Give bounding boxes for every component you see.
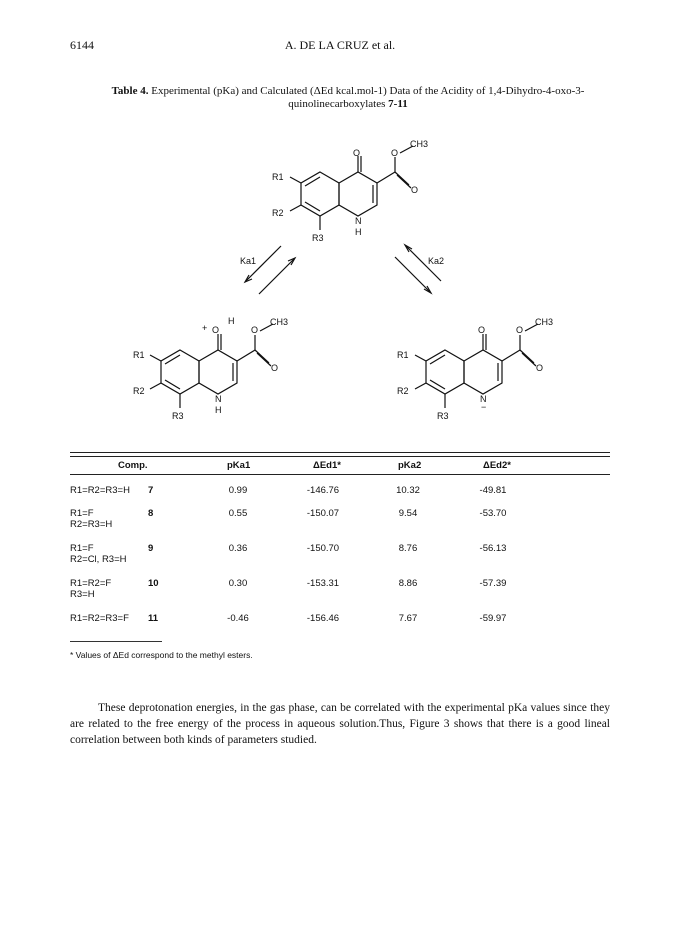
right-ketone-o: O [478, 325, 486, 335]
row-substituents: R1=R2=R3=H [70, 485, 130, 496]
row-compound-number: 7 [148, 485, 154, 496]
right-n: N [480, 394, 487, 404]
right-r2: R2 [397, 386, 409, 396]
row-ed2: -49.81 [479, 485, 507, 496]
col-header-comp: Comp. [118, 460, 148, 471]
row-ed2: -59.97 [479, 613, 507, 624]
top-r2: R2 [272, 208, 284, 218]
caption-text: Experimental (pKa) and Calculated (ΔEd kcal.mol-1) Data of the Acidity of 1,4-Dihydro-4-oxo-3-quinolinecarboxylates [151, 85, 585, 110]
equilibrium-arrow-right [395, 245, 441, 293]
caption-compounds: 7-11 [388, 98, 408, 110]
right-minus: − [481, 402, 487, 412]
top-n: N [355, 216, 362, 226]
right-r1: R1 [397, 350, 409, 360]
row-ed1: -153.31 [306, 578, 340, 589]
top-h: H [355, 227, 362, 237]
table-footnote: * Values of ΔEd correspond to the methyl esters. [70, 650, 253, 660]
row-pka2: 9.54 [398, 508, 418, 519]
col-header-ed1: ΔEd1* [313, 460, 341, 471]
right-carbonyl-o: O [536, 363, 544, 373]
ka2-label: Ka2 [428, 256, 445, 266]
left-carbonyl-o: O [271, 363, 279, 373]
table-top-rule-2 [70, 456, 610, 457]
row-ed1: -150.70 [306, 543, 340, 554]
left-ester-o: O [251, 325, 259, 335]
ka1-label: Ka1 [240, 256, 257, 266]
left-bridging-h: H [228, 316, 235, 326]
top-r1: R1 [272, 172, 284, 182]
row-pka1: 0.55 [228, 508, 248, 519]
top-r3: R3 [312, 233, 324, 243]
right-r3: R3 [437, 411, 449, 421]
reaction-scheme [0, 0, 680, 450]
row-pka2: 10.32 [396, 485, 420, 496]
footnote-rule [70, 641, 162, 642]
top-ketone-o: O [353, 148, 361, 158]
running-header: A. DE LA CRUZ et al. [284, 38, 396, 52]
col-header-pka2: pKa2 [398, 460, 422, 471]
caption-label: Table 4. [111, 85, 149, 97]
table-header-rule [70, 474, 610, 475]
left-r3: R3 [172, 411, 184, 421]
body-paragraph: These deprotonation energies, in the gas phase, can be correlated with the experimental pKa values since they are related to the free energy of the process in aqueous solution.Thus, Figure 3 shows that there is a good lineal correlation between both kinds of parameters studied. [70, 702, 610, 746]
left-r1: R1 [133, 350, 145, 360]
left-r2: R2 [133, 386, 145, 396]
row-compound-number: 10 [148, 578, 159, 589]
row-pka2: 8.76 [398, 543, 418, 554]
row-pka1: 0.99 [228, 485, 248, 496]
equilibrium-arrow-left [245, 246, 295, 294]
left-n: N [215, 394, 222, 404]
right-ester-o: O [516, 325, 524, 335]
row-substituents: R1=R2=R3=F [70, 613, 129, 624]
top-molecule [290, 146, 413, 230]
top-ester-o: O [391, 148, 399, 158]
table-top-rule [70, 452, 610, 453]
row-pka2: 7.67 [398, 613, 418, 624]
row-ed2: -56.13 [479, 543, 507, 554]
left-ketone-o: O [212, 325, 220, 335]
row-ed2: -53.70 [479, 508, 507, 519]
row-pka1: 0.30 [228, 578, 248, 589]
row-substituents: R1=R2=F R3=H [70, 578, 112, 600]
row-compound-number: 8 [148, 508, 154, 519]
left-ch3: CH3 [270, 317, 289, 327]
row-ed1: -156.46 [306, 613, 340, 624]
col-header-ed2: ΔEd2* [483, 460, 511, 471]
row-pka2: 8.86 [398, 578, 418, 589]
top-ch3: CH3 [410, 139, 429, 149]
row-substituents: R1=F R2=R3=H [70, 508, 113, 530]
col-header-pka1: pKa1 [227, 460, 251, 471]
left-h: H [215, 405, 222, 415]
right-ch3: CH3 [535, 317, 554, 327]
row-pka1: -0.46 [227, 613, 249, 624]
left-plus: + [202, 323, 208, 333]
right-molecule [415, 324, 538, 408]
left-molecule [150, 324, 273, 408]
row-pka1: 0.36 [228, 543, 248, 554]
row-compound-number: 11 [148, 613, 159, 624]
page-number: 6144 [70, 38, 94, 52]
row-substituents: R1=F R2=Cl, R3=H [70, 543, 127, 565]
row-ed1: -150.07 [306, 508, 340, 519]
row-ed1: -146.76 [306, 485, 340, 496]
top-carbonyl-o: O [411, 185, 419, 195]
row-ed2: -57.39 [479, 578, 507, 589]
row-compound-number: 9 [148, 543, 154, 554]
